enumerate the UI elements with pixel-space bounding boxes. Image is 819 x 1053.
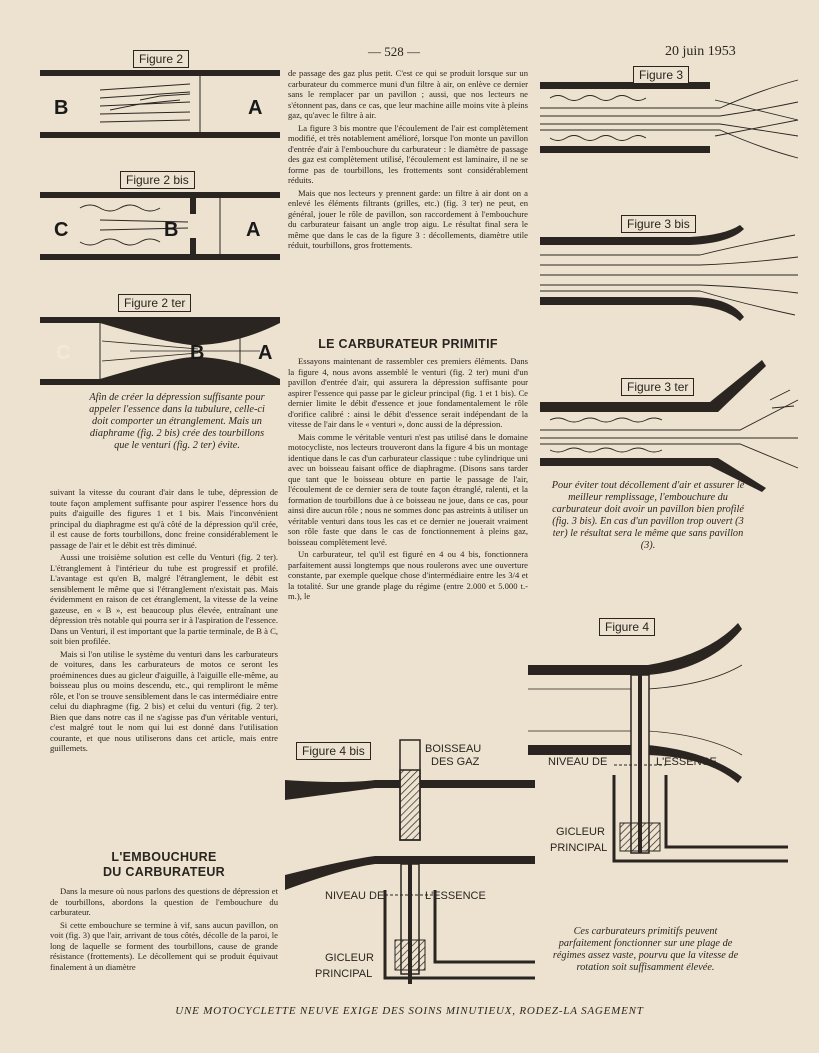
middle-paragraph: La figure 3 bis montre que l'écoulement de l'air est complètement modifié, et très notablement amélioré, lorsque l'on monte un pavillon d'entrée d'air à l'embouchure du carburateur : le diamètre de passage des gaz est complètement utilisé, l'écoulement est laminaire, il ne se forme pas de tourbillons, les frottements sont considérablement réduits.	[288, 122, 528, 185]
figure-3-bis-diagram	[540, 225, 800, 325]
figure-2-bis-diagram	[40, 192, 280, 262]
left-paragraph: Aussi une troisième solution est celle du Venturi (fig. 2 ter). L'étranglement à l'intérieur du tube est progressif et profilé. L'avantage est qu'en B, malgré l'étranglement, le débit est sensiblement le même que si l'étranglement n'existait pas. Mais évidemment en raison de cet étranglement, la vitesse de la veine gazeuse, en « B », est beaucoup plus élevée, entraînant une dépression très notable qui pourra ser ir à l'aspiration de l'essence. Dans un Venturi, il est important que la partie terminale, de B à C, soit bien profilée.	[50, 552, 278, 646]
figure-2-bis-label: Figure 2 bis	[120, 171, 195, 189]
middle-paragraph: Un carburateur, tel qu'il est figuré en 4 ou 4 bis, fonctionnera parfaitement aussi longtemps que nous roulerons avec une ouverture constante, par exemple quelque chose d'intermédiaire entre les 3/4 et la totalité. Sur une grande plage du régime (entre 2.000 et 5.000 t.-m.), le	[288, 549, 528, 601]
principal-label: PRINCIPAL	[550, 842, 608, 854]
left-paragraph: suivant la vitesse du courant d'air dans le tube, dépression de toute façon amplement suffisante pour aspirer l'essence hors du puits d'aiguille des figures 1 et 1 bis. Mais l'inconvénient principal du diaphragme est qu'à côté de la dépression qu'il crée, il est cause de forts tourbillons, donc freine considérablement le passage de l'air et le débit est très diminué.	[50, 487, 278, 550]
section-title-carburateur-primitif: LE CARBURATEUR PRIMITIF	[318, 337, 498, 351]
boisseau-label-2: DES GAZ	[431, 756, 480, 768]
caption-fig3: Pour éviter tout décollement d'air et assurer le meilleur remplissage, l'embouchure du carburateur doit avoir un pavillon bien profilé (fig. 3 bis). En cas d'un pavillon trop ouvert (3 ter) le résultat sera le même que sans pavillon (3).	[551, 480, 745, 551]
left-paragraph: Si cette embouchure se termine à vif, sans aucun pavillon, on voit (fig. 3) que l'air, arrivant de tous côtés, décolle de la paroi, le long de laquelle se forment des tourbillons, cause de grande résistance (frottements). Le décollement qui se produit équivaut finalement à un diamètre	[50, 919, 278, 972]
essence-label: L'ESSENCE	[656, 756, 717, 768]
left-column-2	[50, 886, 278, 974]
figure-2-diagram	[40, 70, 280, 140]
caption-fig4: Ces carburateurs primitifs peuvent parfaitement fonctionner sur une plage de régimes assez vaste, pourvu que la vitesse de rotation soit suffisamment élevée.	[552, 926, 739, 973]
section-title-embouchure	[50, 850, 278, 880]
letter-b: B	[54, 97, 69, 119]
figure-2-ter-diagram	[40, 317, 280, 385]
section-title-line: L'EMBOUCHURE	[111, 850, 217, 864]
letter-c: C	[54, 219, 69, 241]
middle-paragraph: Mais comme le véritable venturi n'est pas utilisé dans le domaine motocycliste, nos lecteurs trouveront dans la figure 4 bis un montage identique dans le cas d'un carburateur classique : tube cylindrique uni avec un boisseau faisant office de diaphragme. (Disons sans tarder que tant que le boisseau obture en partie le passage de l'air, l'écoulement de ce dernier sera de toute façon étranglé, ralenti, et la formation de tourbillons due à ce boisseau ne joue, dans ce cas, pour ainsi dire aucun rôle ; nous ne sommes donc pas astreints à utiliser un véritable venturi dans tous les cas et ce dernier ne jouerait vraiment son rôle faste que dans le cas de fonctionnement à pleins gaz, boisseau complètement levé.	[288, 431, 528, 547]
middle-column-2	[288, 356, 528, 604]
figure-4-diagram	[528, 615, 798, 875]
footer-slogan: UNE MOTOCYCLETTE NEUVE EXIGE DES SOINS MINUTIEUX, RODEZ-LA SAGEMENT	[175, 1005, 644, 1017]
caption-left: Afin de créer la dépression suffisante pour appeler l'essence dans la tubulure, celle-ci doit comporter un étranglement. Mais un diaphrame (fig. 2 bis) crée des tourbillons que le venturi (fig. 2 ter) évite.	[89, 392, 265, 451]
essence-label: L'ESSENCE	[425, 890, 486, 902]
figure-4-label: Figure 4	[599, 618, 655, 636]
left-paragraph: Dans la mesure où nous parlons des questions de dépression et de tourbillons, abordons la question de l'embouchure du carburateur.	[50, 886, 278, 917]
figure-3-label: Figure 3	[633, 66, 689, 84]
letter-b: B	[164, 219, 179, 241]
gicleur-label: GICLEUR	[325, 952, 374, 964]
middle-paragraph: de passage des gaz plus petit. C'est ce qui se produit lorsque sur un carburateur du commerce muni d'un filtre à air, on enlève ce dernier sans le remplacer par un pavillon ; aussi, que nos lecteurs ne s'étonnent pas, dans ce cas, que leur machine aille moins vite à pleins gaz, qu'avec le filtre à air.	[288, 68, 528, 120]
gicleur-label: GICLEUR	[556, 826, 605, 838]
middle-paragraph: Mais que nos lecteurs y prennent garde: un filtre à air dont on a enlevé les éléments filtrants (grilles, etc.) (fig. 3 ter) ne peut, en général, jouer le rôle de pavillon, son raccordement à l'embouchure du carburateur faisant un angle trop aigu. Le résultat final sera le même que dans le cas de la figure 3 : décollements, diamètre utile réduit, tourbillons, gros frottements.	[288, 187, 528, 250]
page-number: — 528 —	[368, 44, 420, 59]
niveau-label: NIVEAU DE	[548, 756, 608, 768]
principal-label: PRINCIPAL	[315, 968, 373, 980]
figure-3-diagram	[540, 80, 800, 160]
figure-3-bis-label: Figure 3 bis	[621, 215, 696, 233]
middle-paragraph: Essayons maintenant de rassembler ces premiers éléments. Dans la figure 4, nous avons assemblé le venturi (fig. 2 ter) muni d'un pavillon d'entrée d'air, qui assurera la dépression suffisante pour aspirer l'essence qui passe par le gicleur principal (fig. 1 et 1 bis). Ce dernier limite le débit d'essence et joue fondamentalement le rôle d'orifice calibré : ainsi le débit d'essence serait indépendant de la vitesse de l'air dans le « venturi », donc aussi de la dépression.	[288, 356, 528, 429]
letter-a: A	[258, 342, 273, 364]
niveau-label: NIVEAU DE	[325, 890, 385, 902]
left-paragraph: Mais si l'on utilise le système du venturi dans les carburateurs de voitures, dans les carburateurs de motos ce seront les proéminences dues au gicleur d'aiguille, à l'aiguille elle-même, au boisseau plus ou moins descendu, etc., qui rempliront le même rôle, et l'on se trouve sensiblement dans le cas intermédiaire entre celui du diaphragme (fig. 2 bis) et celui du venturi (fig. 2 ter). Bien que dans notre cas il ne s'agisse pas d'un véritable venturi, c'est malgré tout le nom qui lui est donné dans l'utilisation courante, et que nous utiliserons dans cet article, mais entre guillemets.	[50, 648, 278, 753]
boisseau-label: BOISSEAU	[425, 743, 482, 755]
middle-column	[288, 68, 528, 253]
left-column	[50, 487, 278, 756]
section-title-line: DU CARBURATEUR	[102, 865, 226, 879]
figure-2-ter-label: Figure 2 ter	[118, 294, 191, 312]
letter-c: C	[56, 342, 71, 364]
figure-2-label: Figure 2	[133, 50, 189, 68]
letter-a: A	[246, 219, 261, 241]
issue-date: 20 juin 1953	[665, 44, 736, 59]
figure-3-ter-label: Figure 3 ter	[621, 378, 694, 396]
letter-b: B	[190, 342, 205, 364]
letter-a: A	[248, 97, 263, 119]
figure-4-bis-diagram	[285, 740, 545, 1000]
figure-4-bis-label: Figure 4 bis	[296, 742, 371, 760]
